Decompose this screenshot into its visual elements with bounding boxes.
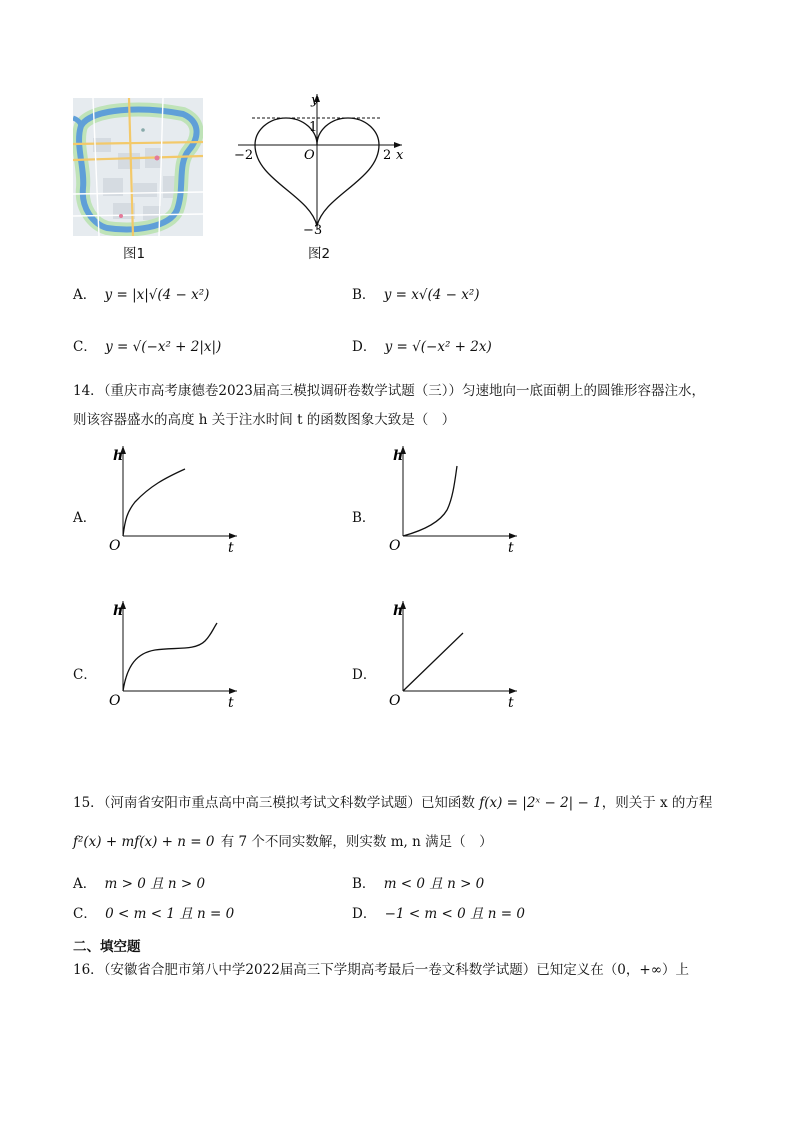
q14-graph-d[interactable] (375, 595, 525, 715)
curve-concave (123, 469, 185, 536)
question-source: （河南省安阳市重点高中高三模拟考试文科数学试题） (103, 795, 421, 811)
q14-graph-c[interactable] (95, 595, 245, 715)
label-pos2: 2 (383, 148, 392, 163)
x-axis-label: x (396, 148, 404, 163)
t-axis-label: t (508, 540, 514, 556)
option-formula: −1 < m < 0 且 n = 0 (384, 906, 525, 922)
origin-label: O (109, 538, 121, 554)
option-formula: y = |x|√(4 − x²) (104, 287, 210, 303)
curve-linear (403, 633, 463, 691)
h-axis-label: h (393, 603, 404, 619)
option-formula: y = √(−x² + 2|x|) (105, 339, 222, 355)
t-axis-label: t (508, 695, 514, 711)
option-letter: A． (73, 876, 97, 892)
figure-1-caption: 图1 (123, 246, 146, 262)
q14-graph-a[interactable] (95, 440, 245, 560)
q15-option-c[interactable] (73, 904, 234, 924)
stem-text-b: ，则关于 x 的方程 (601, 795, 713, 811)
option-formula: 0 < m < 1 且 n = 0 (105, 906, 235, 922)
figure-1-map (73, 98, 203, 236)
q15-stem-line2 (73, 832, 493, 852)
option-formula: y = √(−x² + 2x) (384, 339, 492, 355)
option-letter: B． (352, 287, 376, 303)
option-formula: m < 0 且 n > 0 (383, 876, 485, 892)
map-image (73, 98, 203, 236)
option-formula: m > 0 且 n > 0 (104, 876, 206, 892)
question-number: 14． (73, 383, 104, 399)
h-axis-label: h (393, 448, 404, 464)
q14-stem-line1 (73, 381, 705, 401)
q14-option-c-letter[interactable]: C． (73, 667, 97, 683)
h-axis-label: h (113, 603, 124, 619)
option-letter: D． (352, 906, 377, 922)
t-axis-label: t (228, 695, 234, 711)
equation-formula: f²(x) + mf(x) + n = 0 (73, 834, 215, 850)
q14-option-d-letter[interactable]: D． (352, 667, 377, 683)
q13-option-b[interactable] (352, 285, 480, 305)
q15-option-d[interactable] (352, 904, 525, 924)
q15-stem-line1 (73, 793, 712, 813)
q14-graph-b[interactable] (375, 440, 525, 560)
section-title: 二、填空题 (73, 939, 141, 955)
option-letter: C． (73, 339, 97, 355)
curve-s (123, 623, 217, 691)
label-one: 1 (309, 120, 318, 135)
option-letter: A． (73, 287, 97, 303)
figure-2-graph (230, 90, 410, 240)
question-number: 16． (73, 962, 104, 978)
question-stem: 已知定义在（0，+∞）上 (536, 962, 689, 978)
q14-option-a-letter[interactable]: A． (73, 510, 97, 526)
stem-text-c: 有 7 个不同实数解，则实数 m, n 满足（ ） (220, 834, 493, 850)
q13-option-d[interactable] (352, 337, 492, 357)
q13-option-c[interactable] (73, 337, 221, 357)
figure-2-caption: 图2 (308, 246, 331, 262)
option-letter: D． (352, 339, 377, 355)
option-letter: B． (352, 876, 376, 892)
option-letter: C． (73, 906, 97, 922)
origin-label: O (389, 538, 401, 554)
q16-stem (73, 960, 689, 980)
question-source: （重庆市高考康德卷2023届高三模拟调研卷数学试题（三）） (103, 383, 463, 399)
q14-option-b-letter[interactable]: B． (352, 510, 376, 526)
t-axis-label: t (228, 540, 234, 556)
label-neg2: −2 (234, 148, 254, 163)
origin-label: O (389, 693, 401, 709)
q15-option-a[interactable] (73, 874, 205, 894)
origin-label: O (304, 148, 315, 163)
label-neg3: −3 (303, 223, 323, 238)
question-stem: 匀速地向一底面朝上的圆锥形容器注水， (462, 383, 706, 399)
origin-label: O (109, 693, 121, 709)
stem-text-a: 已知函数 (420, 795, 475, 811)
question-number: 15． (73, 795, 104, 811)
q15-option-b[interactable] (352, 874, 484, 894)
question-source: （安徽省合肥市第八中学2022届高三下学期高考最后一卷文科数学试题） (103, 962, 537, 978)
h-axis-label: h (113, 448, 124, 464)
option-formula: y = x√(4 − x²) (383, 287, 480, 303)
q14-stem-line2: 则该容器盛水的高度 h 关于注水时间 t 的函数图象大致是（ ） (73, 412, 456, 428)
function-formula: f(x) = |2ˣ − 2| − 1 (479, 795, 602, 811)
y-axis-label: y (311, 93, 319, 108)
q13-option-a[interactable] (73, 285, 209, 305)
curve-convex (403, 466, 457, 536)
